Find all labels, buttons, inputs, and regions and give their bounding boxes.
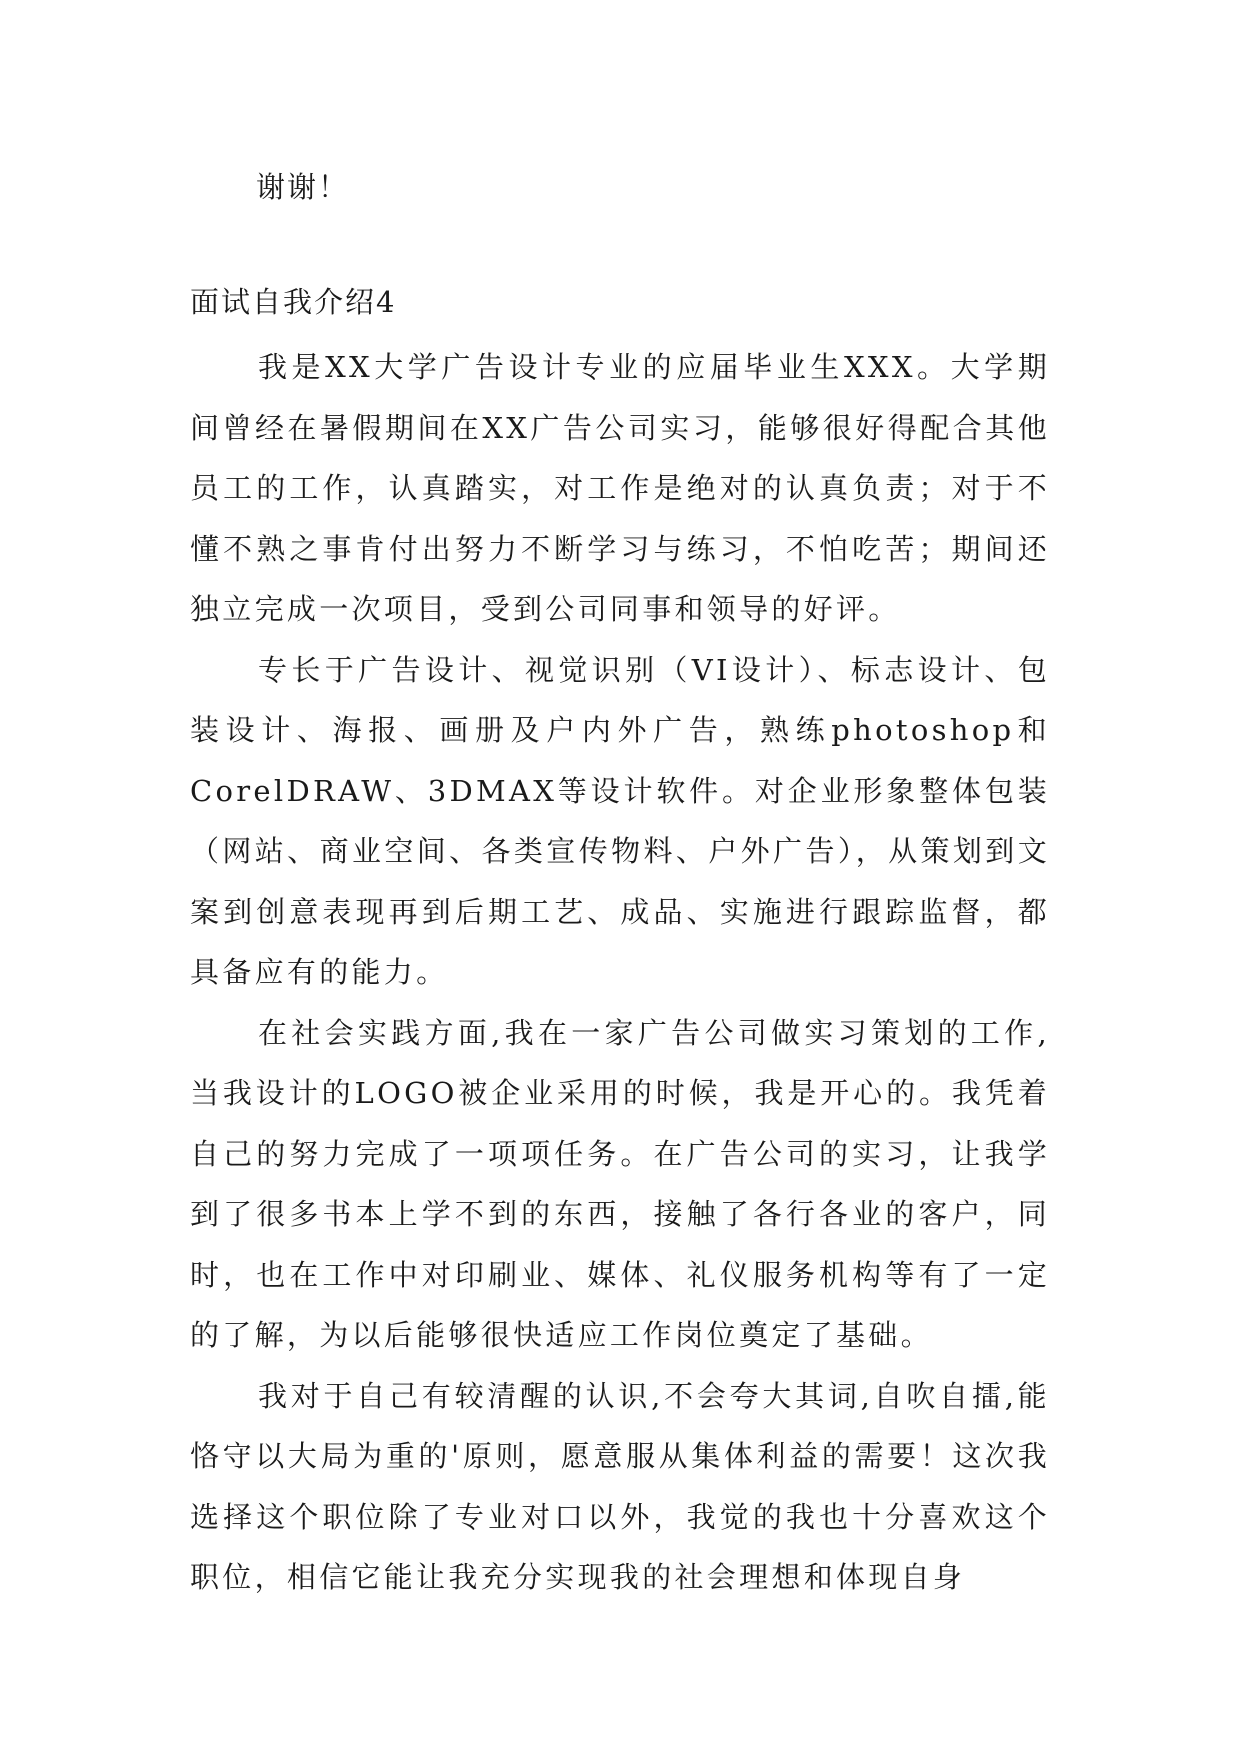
paragraph-skills: 专长于广告设计、视觉识别（VI设计）、标志设计、包装设计、海报、画册及户内外广告，熟练photoshop和CorelDRAW、3DMAX等设计软件。对企业形象整体包装（网站、商业空间、各类宣传物料、户外广告），从策划到文案到创意表现再到后期工艺、成品、实施进行跟踪监督，都具备应有的能力。 — [190, 652, 1050, 989]
closing-text: 谢谢！ — [256, 170, 350, 204]
paragraph-introduction: 我是XX大学广告设计专业的应届毕业生XXX。大学期间曾经在暑假期间在XX广告公司实习，能够很好得配合其他员工的工作，认真踏实，对工作是绝对的认真负责；对于不懂不熟之事肯付出努力不断学习与练习，不怕吃苦；期间还独立完成一次项目，受到公司同事和领导的好评。 — [190, 350, 1050, 626]
paragraph-self-assessment: 我对于自己有较清醒的认识,不会夸大其词,自吹自擂,能恪守以大局为重的'原则，愿意服从集体利益的需要！这次我选择这个职位除了专业对口以外，我觉的我也十分喜欢这个职位，相信它能让我充分实现我的社会理想和体现自身 — [190, 1378, 1050, 1594]
section-heading: 面试自我介绍4 — [190, 285, 397, 319]
paragraph-practice: 在社会实践方面,我在一家广告公司做实习策划的工作,当我设计的LOGO被企业采用的时候，我是开心的。我凭着自己的努力完成了一项项任务。在广告公司的实习，让我学到了很多书本上学不到的东西，接触了各行各业的客户，同时，也在工作中对印刷业、媒体、礼仪服务机构等有了一定的了解，为以后能够很快适应工作岗位奠定了基础。 — [190, 1015, 1050, 1352]
body-text — [190, 337, 1050, 1608]
